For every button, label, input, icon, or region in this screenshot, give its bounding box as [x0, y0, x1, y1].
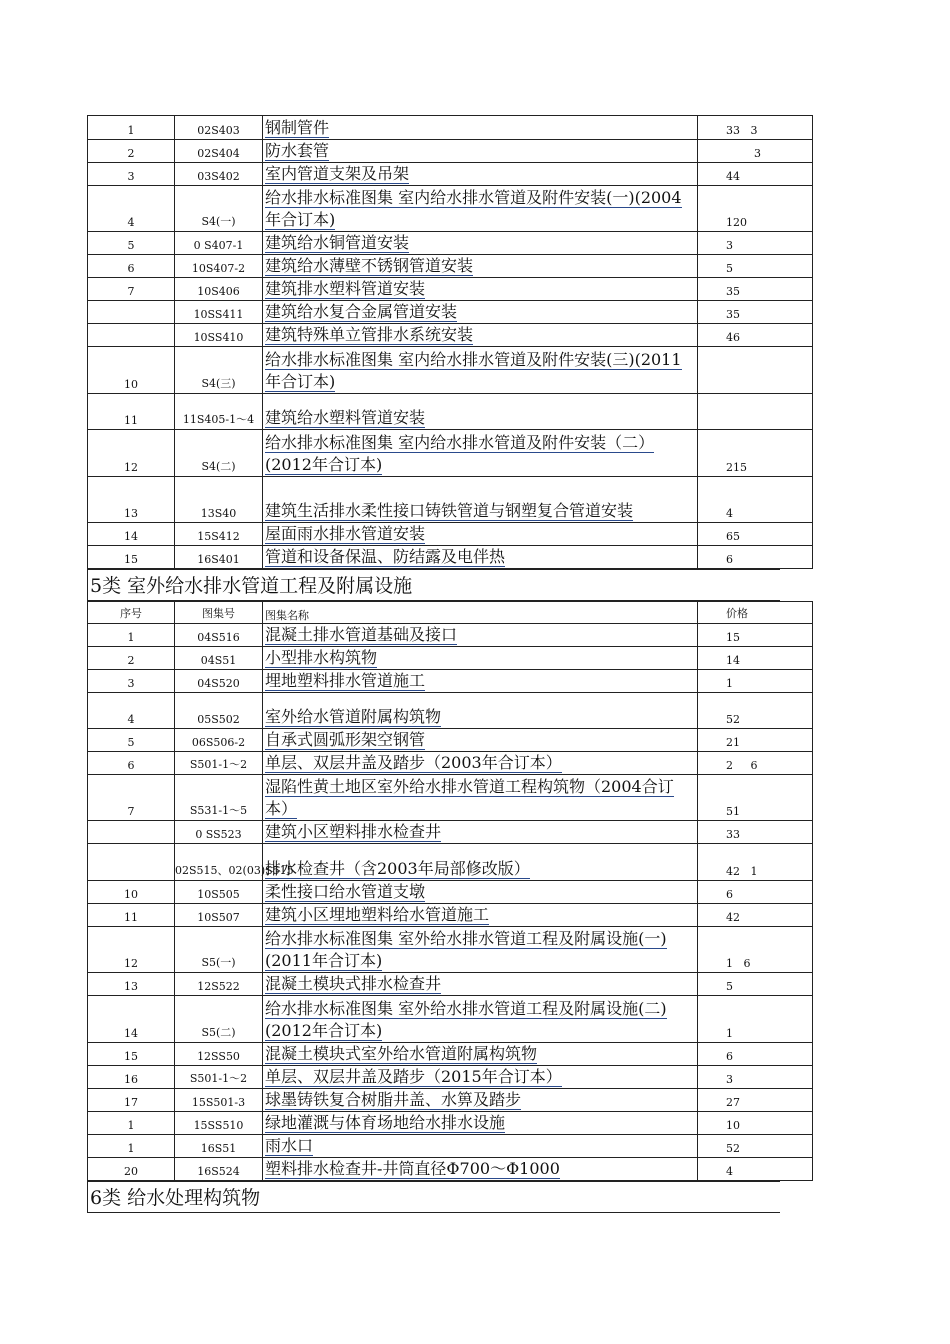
- row-price: 42 1: [698, 844, 813, 881]
- row-code: 10SS411: [175, 301, 263, 324]
- atlas-title-link[interactable]: 室外给水管道附属构筑物: [265, 707, 442, 726]
- row-code: 0 SS523: [175, 821, 263, 844]
- table-row: [88, 1066, 813, 1089]
- row-code: 13S40: [175, 477, 263, 523]
- row-price: 52: [698, 1135, 813, 1158]
- row-code: S531-1～5: [175, 775, 263, 821]
- row-code: 10S505: [175, 881, 263, 904]
- row-code: S5(一): [175, 927, 263, 973]
- row-no: 13: [88, 477, 175, 523]
- table-row: [88, 752, 813, 775]
- row-price: 35: [698, 301, 813, 324]
- table-row: [88, 973, 813, 996]
- table-row: [88, 278, 813, 301]
- row-title-link: [263, 278, 698, 301]
- table-row: [88, 394, 813, 430]
- row-code: 15S501-3: [175, 1089, 263, 1112]
- row-title-link: [263, 523, 698, 546]
- row-price: 21: [698, 729, 813, 752]
- row-price: 14: [698, 647, 813, 670]
- row-title-link: [263, 927, 698, 973]
- section-5-heading-table: [87, 569, 780, 601]
- section-5-title: 5类 室外给水排水管道工程及附属设施: [88, 570, 781, 601]
- row-price: 6: [698, 1043, 813, 1066]
- table-header-row: [88, 602, 813, 624]
- table-row: [88, 347, 813, 394]
- row-title-link: [263, 904, 698, 927]
- row-no: 1: [88, 1135, 175, 1158]
- row-no: 4: [88, 693, 175, 729]
- row-no: 17: [88, 1089, 175, 1112]
- row-title-link: [263, 140, 698, 163]
- row-price: 65: [698, 523, 813, 546]
- row-title-link: [263, 1043, 698, 1066]
- atlas-title-link[interactable]: 给水排水标准图集 室外给水排水管道工程及附属设施(一)(2011年合订本): [265, 929, 667, 970]
- table-row: [88, 693, 813, 729]
- table-row: [88, 647, 813, 670]
- table-row: [88, 477, 813, 523]
- table-row: [88, 821, 813, 844]
- atlas-title-link[interactable]: 塑料排水检查井-井筒直径Φ700～Φ1000: [265, 1159, 560, 1178]
- atlas-title-link[interactable]: 给水排水标准图集 室外给水排水管道工程及附属设施(二)(2012年合订本): [265, 999, 667, 1040]
- row-code: S501-1～2: [175, 1066, 263, 1089]
- row-no: 4: [88, 186, 175, 232]
- row-price: 33: [698, 821, 813, 844]
- row-code: 10SS410: [175, 324, 263, 347]
- row-code: 04S51: [175, 647, 263, 670]
- row-no: 2: [88, 140, 175, 163]
- atlas-title-link[interactable]: 混凝土模块式室外给水管道附属构筑物: [265, 1044, 538, 1063]
- atlas-title-link[interactable]: 埋地塑料排水管道施工: [265, 671, 426, 690]
- row-price: 3: [698, 1066, 813, 1089]
- row-title-link: [263, 430, 698, 477]
- row-title-link: [263, 624, 698, 647]
- table-row: [88, 430, 813, 477]
- table-row: [88, 1043, 813, 1066]
- catalog-table-4: [87, 115, 813, 569]
- row-code: 12S522: [175, 973, 263, 996]
- header-name: 图集名称: [263, 602, 698, 624]
- row-title-link: [263, 973, 698, 996]
- catalog-table-5: [87, 601, 813, 1181]
- row-price: 42: [698, 904, 813, 927]
- atlas-title-link[interactable]: 建筑排水塑料管道安装: [265, 279, 426, 298]
- row-no: 6: [88, 752, 175, 775]
- row-price: 10: [698, 1112, 813, 1135]
- row-code: 16S51: [175, 1135, 263, 1158]
- row-price: 6: [698, 881, 813, 904]
- row-code: 16S401: [175, 546, 263, 569]
- atlas-title-link[interactable]: 给水排水标准图集 室内给水排水管道及附件安装(三)(2011年合订本): [265, 350, 682, 391]
- atlas-title-link[interactable]: 屋面雨水排水管道安装: [265, 524, 426, 543]
- row-no: 10: [88, 881, 175, 904]
- table-row: [88, 163, 813, 186]
- row-title-link: [263, 996, 698, 1043]
- atlas-title-link[interactable]: 混凝土模块式排水检查井: [265, 974, 442, 993]
- row-no: 15: [88, 1043, 175, 1066]
- row-no: 1: [88, 1112, 175, 1135]
- row-price: 2 6: [698, 752, 813, 775]
- atlas-title-link[interactable]: 建筑给水铜管道安装: [265, 233, 410, 252]
- row-code: 10S407-2: [175, 255, 263, 278]
- atlas-title-link[interactable]: 单层、双层井盖及踏步（2015年合订本）: [265, 1067, 562, 1086]
- row-price: 35: [698, 278, 813, 301]
- row-no: 7: [88, 278, 175, 301]
- header-no: 序号: [88, 602, 175, 624]
- row-code: 0 S407-1: [175, 232, 263, 255]
- row-price: 27: [698, 1089, 813, 1112]
- row-no: 12: [88, 430, 175, 477]
- row-title-link: [263, 116, 698, 140]
- row-code: 15SS510: [175, 1112, 263, 1135]
- atlas-title-link[interactable]: 柔性接口给水管道支墩: [265, 882, 426, 901]
- atlas-title-link[interactable]: 钢制管件: [265, 118, 330, 137]
- row-title-link: [263, 255, 698, 278]
- row-title-link: [263, 186, 698, 232]
- atlas-title-link[interactable]: 建筑给水塑料管道安装: [265, 408, 426, 427]
- row-code: 04S516: [175, 624, 263, 647]
- row-title-link: [263, 752, 698, 775]
- row-no: 10: [88, 347, 175, 394]
- atlas-title-link[interactable]: 室内管道支架及吊架: [265, 164, 410, 183]
- row-title-link: [263, 729, 698, 752]
- row-no: 6: [88, 255, 175, 278]
- row-no: 15: [88, 546, 175, 569]
- row-code: 02S404: [175, 140, 263, 163]
- table-row: [88, 523, 813, 546]
- row-price: 6: [698, 546, 813, 569]
- row-code: 06S506-2: [175, 729, 263, 752]
- row-title-link: [263, 1066, 698, 1089]
- row-title-link: [263, 347, 698, 394]
- table-row: [88, 1112, 813, 1135]
- catalog-sheet: [87, 115, 780, 1213]
- row-no: 11: [88, 904, 175, 927]
- row-code: 03S402: [175, 163, 263, 186]
- row-title-link: [263, 844, 698, 881]
- row-title-link: [263, 301, 698, 324]
- row-code: 10S507: [175, 904, 263, 927]
- atlas-title-link[interactable]: 建筑小区埋地塑料给水管道施工: [265, 905, 490, 924]
- row-price: 4: [698, 477, 813, 523]
- table-row: [88, 844, 813, 881]
- atlas-title-link[interactable]: 小型排水构筑物: [265, 648, 378, 667]
- table-row: [88, 116, 813, 140]
- row-title-link: [263, 546, 698, 569]
- row-price: 5: [698, 255, 813, 278]
- row-title-link: [263, 1089, 698, 1112]
- row-title-link: [263, 670, 698, 693]
- row-no: 12: [88, 927, 175, 973]
- table-row: [88, 546, 813, 569]
- row-code: S4(三): [175, 347, 263, 394]
- atlas-title-link[interactable]: 雨水口: [265, 1136, 314, 1155]
- row-no: [88, 324, 175, 347]
- row-price: 46: [698, 324, 813, 347]
- row-no: 2: [88, 647, 175, 670]
- table-row: [88, 624, 813, 647]
- row-code: 12SS50: [175, 1043, 263, 1066]
- row-price: 215: [698, 430, 813, 477]
- row-no: 7: [88, 775, 175, 821]
- table-row: [88, 729, 813, 752]
- atlas-title-link[interactable]: 混凝土排水管道基础及接口: [265, 625, 458, 644]
- row-code: 15S412: [175, 523, 263, 546]
- row-title-link: [263, 1135, 698, 1158]
- row-title-link: [263, 1112, 698, 1135]
- row-code: 02S515、02(03)S515: [175, 844, 263, 881]
- row-title-link: [263, 775, 698, 821]
- table-row: [88, 670, 813, 693]
- section-6-title: 6类 给水处理构筑物: [88, 1182, 781, 1213]
- row-code: S4(一): [175, 186, 263, 232]
- row-no: 20: [88, 1158, 175, 1181]
- row-no: 14: [88, 523, 175, 546]
- row-code: 11S405-1～4: [175, 394, 263, 430]
- row-price: 33 3: [698, 116, 813, 140]
- atlas-title-link[interactable]: 球墨铸铁复合树脂井盖、水箅及踏步: [265, 1090, 522, 1109]
- row-price: 52: [698, 693, 813, 729]
- atlas-title-link[interactable]: 建筑小区塑料排水检查井: [265, 822, 442, 841]
- row-no: [88, 821, 175, 844]
- row-no: 1: [88, 116, 175, 140]
- atlas-title-link[interactable]: 给水排水标准图集 室内给水排水管道及附件安装（二）(2012年合订本): [265, 433, 655, 474]
- table-row: [88, 927, 813, 973]
- row-no: 13: [88, 973, 175, 996]
- row-title-link: [263, 232, 698, 255]
- row-price: 1: [698, 670, 813, 693]
- table-row: [88, 1135, 813, 1158]
- table-row: [88, 881, 813, 904]
- row-title-link: [263, 693, 698, 729]
- table-row: [88, 996, 813, 1043]
- row-price: 44: [698, 163, 813, 186]
- row-no: 16: [88, 1066, 175, 1089]
- atlas-title-link[interactable]: 自承式圆弧形架空钢管: [265, 730, 426, 749]
- atlas-title-link[interactable]: 建筑特殊单立管排水系统安装: [265, 325, 474, 344]
- atlas-title-link[interactable]: 给水排水标准图集 室内给水排水管道及附件安装(一)(2004年合订本): [265, 188, 682, 229]
- row-no: 3: [88, 163, 175, 186]
- row-title-link: [263, 881, 698, 904]
- table-row: [88, 904, 813, 927]
- row-price: 3: [698, 232, 813, 255]
- row-price: 15: [698, 624, 813, 647]
- row-title-link: [263, 1158, 698, 1181]
- row-no: 14: [88, 996, 175, 1043]
- row-code: 16S524: [175, 1158, 263, 1181]
- atlas-title-link[interactable]: 建筑生活排水柔性接口铸铁管道与钢塑复合管道安装: [265, 501, 634, 520]
- row-no: 5: [88, 232, 175, 255]
- row-price: 120: [698, 186, 813, 232]
- atlas-title-link[interactable]: 管道和设备保温、防结露及电伴热: [265, 547, 506, 566]
- table-row: [88, 1158, 813, 1181]
- row-price: 3: [698, 140, 813, 163]
- atlas-title-link[interactable]: 湿陷性黄土地区室外给水排水管道工程构筑物（2004合订本）: [265, 777, 674, 818]
- row-title-link: [263, 821, 698, 844]
- atlas-title-link[interactable]: 防水套管: [265, 141, 330, 160]
- row-title-link: [263, 647, 698, 670]
- header-code: 图集号: [175, 602, 263, 624]
- row-code: S4(二): [175, 430, 263, 477]
- row-no: 3: [88, 670, 175, 693]
- row-code: 02S403: [175, 116, 263, 140]
- row-code: 10S406: [175, 278, 263, 301]
- table-row: [88, 255, 813, 278]
- atlas-title-link[interactable]: 单层、双层井盖及踏步（2003年合订本）: [265, 753, 562, 772]
- row-no: 11: [88, 394, 175, 430]
- row-no: [88, 301, 175, 324]
- row-title-link: [263, 394, 698, 430]
- row-title-link: [263, 477, 698, 523]
- row-price: 5: [698, 973, 813, 996]
- row-price: 1: [698, 996, 813, 1043]
- atlas-title-link[interactable]: 建筑给水薄壁不锈钢管道安装: [265, 256, 474, 275]
- atlas-title-link[interactable]: 排水检查井（含2003年局部修改版）: [265, 859, 530, 878]
- row-price: 4: [698, 1158, 813, 1181]
- table-row: [88, 775, 813, 821]
- table-row: [88, 140, 813, 163]
- row-code: 05S502: [175, 693, 263, 729]
- row-price: [698, 347, 813, 394]
- row-no: [88, 844, 175, 881]
- row-code: S501-1～2: [175, 752, 263, 775]
- table-row: [88, 1089, 813, 1112]
- row-title-link: [263, 163, 698, 186]
- row-code: 04S520: [175, 670, 263, 693]
- header-price: 价格: [698, 602, 813, 624]
- row-price: 1 6: [698, 927, 813, 973]
- atlas-title-link[interactable]: 建筑给水复合金属管道安装: [265, 302, 458, 321]
- table-row: [88, 186, 813, 232]
- row-code: S5(二): [175, 996, 263, 1043]
- row-price: [698, 394, 813, 430]
- table-row: [88, 232, 813, 255]
- table-row: [88, 324, 813, 347]
- row-price: 51: [698, 775, 813, 821]
- row-title-link: [263, 324, 698, 347]
- row-no: 5: [88, 729, 175, 752]
- section-6-heading-table: [87, 1181, 780, 1213]
- row-no: 1: [88, 624, 175, 647]
- table-row: [88, 301, 813, 324]
- atlas-title-link[interactable]: 绿地灌溉与体育场地给水排水设施: [265, 1113, 506, 1132]
